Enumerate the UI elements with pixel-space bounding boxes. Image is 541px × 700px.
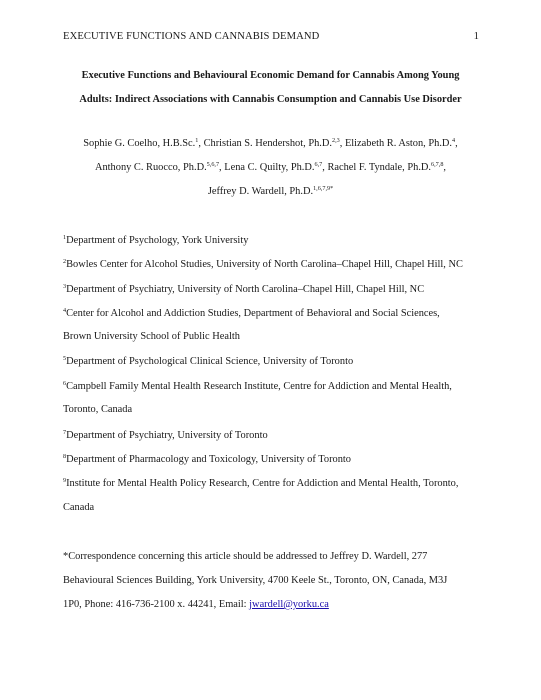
- affiliation-1: [63, 234, 248, 246]
- author-separator: ,: [219, 162, 225, 173]
- authors-line-1: [30, 137, 511, 149]
- page-number: 1: [473, 31, 479, 42]
- correspondence-contact: 1P0, Phone: 416-736-2100 x. 44241, Email:: [63, 599, 250, 610]
- affiliation-9-continued: Canada: [63, 502, 95, 513]
- author-affiliation-sup: 6,7: [314, 161, 323, 168]
- affiliation-number: 8: [63, 453, 67, 460]
- affiliation-number: 9: [63, 477, 67, 484]
- affiliation-text: Department of Pharmacology and Toxicology, University of Toronto: [66, 454, 351, 465]
- affiliation-text: Department of Psychiatry, University of North Carolina–Chapel Hill, Chapel Hill, NC: [66, 284, 425, 295]
- author-separator: ,: [198, 138, 204, 149]
- correspondence-line-3: [63, 599, 329, 610]
- affiliation-number: 5: [63, 355, 67, 362]
- author-name: Elizabeth R. Aston, Ph.D.: [344, 138, 453, 149]
- author-name: Christian S. Hendershot, Ph.D.: [203, 138, 332, 149]
- correspondence-line-2: Behavioural Sciences Building, York University, 4700 Keele St., Toronto, ON, Canada, M3J: [63, 575, 448, 586]
- author-separator: ,: [443, 162, 447, 173]
- author-affiliation-sup: 6,7,8: [431, 161, 444, 168]
- title-line-1: Executive Functions and Behavioural Economic Demand for Cannabis Among Young: [81, 70, 460, 81]
- affiliation-9: [63, 477, 458, 489]
- affiliation-8: [63, 453, 351, 465]
- affiliation-6-continued: Toronto, Canada: [63, 404, 133, 415]
- affiliation-number: 4: [63, 307, 67, 314]
- authors-line-2: [30, 161, 511, 173]
- affiliation-number: 1: [63, 234, 67, 241]
- affiliation-number: 3: [63, 283, 67, 290]
- author-name: Lena C. Quilty, Ph.D.: [224, 162, 315, 173]
- author-affiliation-sup: 5,6,7: [206, 161, 220, 168]
- affiliation-7: [63, 429, 268, 441]
- affiliation-5: [63, 355, 353, 367]
- affiliation-text: Department of Psychiatry, University of Toronto: [66, 430, 268, 441]
- affiliation-text: Center for Alcohol and Addiction Studies, Department of Behavioral and Social Sciences,: [66, 308, 440, 319]
- affiliation-text: Campbell Family Mental Health Research Institute, Centre for Addiction and Mental Health,: [66, 381, 452, 392]
- affiliation-number: 7: [63, 429, 67, 436]
- author-separator: ,: [455, 138, 458, 149]
- author-name: Jeffrey D. Wardell, Ph.D.: [207, 186, 314, 197]
- running-header: [63, 31, 479, 45]
- affiliation-text: Department of Psychological Clinical Science, University of Toronto: [66, 356, 354, 367]
- affiliation-2: [63, 258, 463, 270]
- author-separator: ,: [322, 162, 328, 173]
- authors-line-3: [30, 185, 511, 197]
- author-separator: ,: [339, 138, 345, 149]
- affiliation-number: 6: [63, 380, 67, 387]
- affiliation-4: [63, 307, 440, 319]
- author-name: Rachel F. Tyndale, Ph.D.: [327, 162, 432, 173]
- author-affiliation-sup: 4: [452, 137, 456, 144]
- affiliation-6: [63, 380, 452, 392]
- author-affiliation-sup: 1,6,7,9*: [313, 185, 334, 192]
- title-line-2: Adults: Indirect Associations with Cannabis Consumption and Cannabis Use Disorder: [79, 94, 462, 105]
- affiliation-text: Department of Psychology, York University: [66, 235, 249, 246]
- author-affiliation-sup: 2,3: [332, 137, 340, 144]
- affiliation-4-continued: Brown University School of Public Health: [63, 331, 240, 342]
- running-head-text: EXECUTIVE FUNCTIONS AND CANNABIS DEMAND: [63, 31, 320, 42]
- affiliation-3: [63, 283, 424, 295]
- author-name: Sophie G. Coelho, H.B.Sc.: [83, 138, 196, 149]
- affiliation-number: 2: [63, 258, 67, 265]
- email-link[interactable]: jwardell@yorku.ca: [249, 599, 329, 610]
- affiliation-text: Bowles Center for Alcohol Studies, University of North Carolina–Chapel Hill, Chapel Hill, NC: [66, 259, 463, 270]
- affiliation-text: Institute for Mental Health Policy Research, Centre for Addiction and Mental Health, Toronto,: [66, 478, 459, 489]
- correspondence-line-1: *Correspondence concerning this article should be addressed to Jeffrey D. Wardell, 277: [63, 551, 428, 562]
- author-affiliation-sup: 1: [195, 137, 199, 144]
- author-name: Anthony C. Ruocco, Ph.D.: [94, 162, 207, 173]
